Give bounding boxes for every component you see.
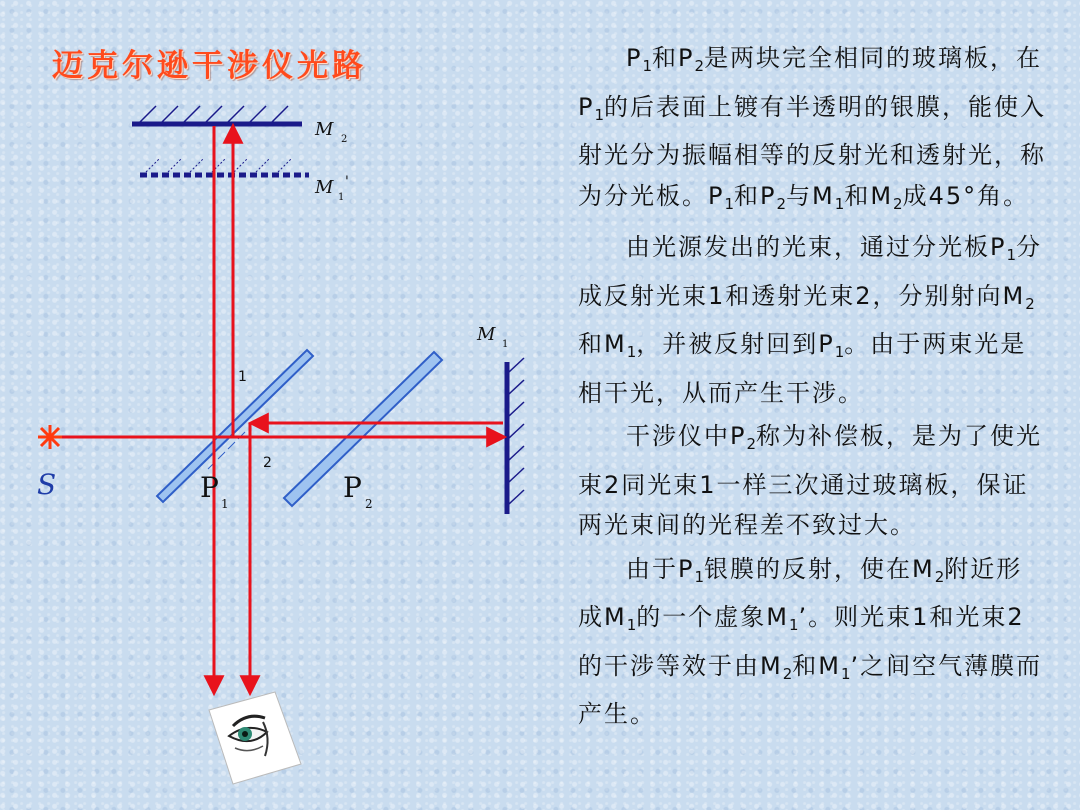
paragraph (578, 416, 1048, 546)
subscript: 2 (1025, 294, 1035, 313)
subscript: 1 (642, 57, 653, 75)
subscript: 2 (746, 435, 757, 453)
text-segment: 和M (792, 651, 841, 680)
text-segment: ，并被反射回到P (636, 330, 835, 358)
text-segment: 是两块完全相同的玻璃板，在P (578, 44, 1043, 121)
text-segment: 和P (734, 181, 777, 210)
label-m1-main: M (477, 324, 496, 345)
label-p2-sub: 2 (365, 497, 373, 511)
subscript: 1 (834, 343, 845, 361)
subscript: 1 (788, 616, 799, 634)
subscript: 2 (934, 567, 945, 586)
text-segment: 银膜的反射，使在M (704, 554, 935, 583)
text-segment: 成45°角。 (902, 181, 1030, 210)
text-segment: 的后表面上镀有半透明的银膜，能使入射光分为振幅相等的反射光和透射光，称为分光板。P (578, 92, 1047, 210)
label-m1-prime-sub: 1 (338, 192, 345, 203)
text-segment: 和M (578, 330, 627, 358)
text-segment: ’。则光束1和光束2的干涉等效于由M (578, 603, 1025, 680)
subscript: 1 (626, 343, 637, 361)
text-segment: 干涉仪中P (626, 422, 747, 450)
label-beam-1: 1 (238, 369, 247, 385)
label-m1-sub: 1 (502, 339, 509, 350)
paragraph (578, 227, 1048, 413)
light-source-icon (38, 425, 62, 449)
text-segment: ’之间空气薄膜而产生。 (578, 651, 1043, 728)
light-beams (52, 126, 503, 692)
beam-splitter-p1 (157, 350, 313, 502)
text-segment: 由光源发出的光束，通过分光板P (626, 233, 1007, 261)
text-segment: 附近形成M (578, 554, 1023, 631)
text-segment: 的一个虚象M (636, 603, 789, 631)
page-title: 迈克尔逊干涉仪光路 (52, 48, 367, 84)
label-m2-sub: 2 (341, 134, 348, 145)
label-p1-main: P (200, 471, 219, 504)
subscript: 1 (1006, 246, 1017, 264)
subscript: 1 (694, 567, 705, 586)
text-segment: 。由于两束光是相干光，从而产生干涉。 (578, 330, 1027, 407)
text-segment: 和P (652, 44, 695, 72)
subscript: 2 (776, 194, 787, 213)
subscript: 2 (782, 664, 793, 683)
mirror-m2 (132, 106, 302, 124)
text-segment: 和M (844, 181, 894, 210)
text-segment: 由于P (626, 554, 695, 583)
observer-eye-icon (205, 688, 305, 788)
label-m2-main: M (315, 119, 334, 140)
label-p1-sub: 1 (221, 497, 229, 511)
mirror-m1 (507, 358, 524, 514)
subscript: 1 (626, 616, 637, 634)
label-source-s: S (37, 468, 57, 501)
compensator-plate-p2 (284, 352, 442, 506)
subscript: 1 (834, 194, 845, 213)
label-beam-2: 2 (263, 455, 272, 471)
virtual-mirror-m1-prime (140, 158, 309, 175)
subscript: 1 (724, 194, 735, 213)
text-segment: 分成反射光束1和透射光束2，分别射向M (578, 233, 1043, 310)
label-m1-prime-mark: ' (345, 174, 349, 190)
subscript: 2 (694, 57, 705, 75)
text-segment: 称为补偿板，是为了使光束2同光束1一样三次通过玻璃板，保证两光束间的光程差不致过大。 (578, 422, 1043, 539)
explanation-text (578, 38, 1048, 738)
paragraph (578, 38, 1048, 224)
subscript: 1 (594, 105, 605, 124)
subscript: 1 (840, 664, 851, 683)
text-segment: 与M (786, 181, 835, 210)
subscript: 2 (893, 194, 903, 213)
label-p2-main: P (343, 471, 362, 504)
text-segment: P (626, 44, 643, 72)
label-m1-prime-main: M (315, 177, 334, 198)
paragraph (578, 549, 1048, 735)
